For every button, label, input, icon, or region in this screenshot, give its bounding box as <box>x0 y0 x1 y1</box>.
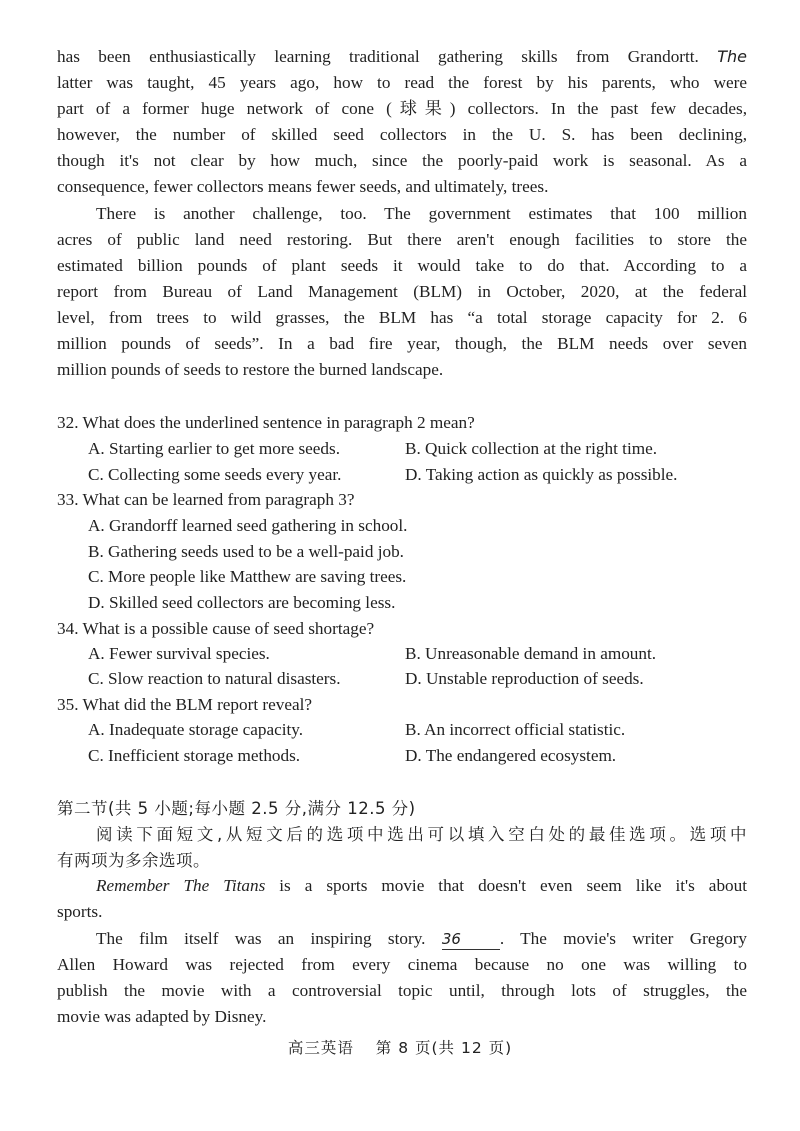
q34-option-b[interactable]: B. Unreasonable demand in amount. <box>405 644 657 663</box>
q34-option-a[interactable]: A. Fewer survival species. <box>88 644 270 663</box>
paragraph-line: There is another challenge, too. The government estimates that 100 million <box>96 204 747 223</box>
q33-option-c[interactable]: C. More people like Matthew are saving trees. <box>88 567 407 586</box>
passage-line: consequence, fewer collectors means fewer seeds, and ultimately, trees. <box>57 177 549 196</box>
question-32-stem: 32. What does the underlined sentence in paragraph 2 mean? <box>57 413 475 432</box>
paragraph-text: is a sports movie that doesn't even seem like it's about <box>265 876 747 895</box>
passage-line: latter was taught, 45 years ago, how to read the forest by his parents, who were <box>57 73 747 92</box>
footer-subject: 高三英语 <box>287 1039 354 1057</box>
page-footer <box>0 1036 800 1058</box>
paragraph-line: movie was adapted by Disney. <box>57 1007 267 1026</box>
passage-line <box>57 44 747 70</box>
section-instruction-cont: 有两项为多余选项。 <box>57 851 210 870</box>
q35-option-c[interactable]: C. Inefficient storage methods. <box>88 746 301 765</box>
q33-option-b[interactable]: B. Gathering seeds used to be a well-paid job. <box>88 542 404 561</box>
paragraph-line: Allen Howard was rejected from every cinema because no one was willing to <box>57 955 747 974</box>
passage-line: though it's not clear by how much, since the poorly-paid work is seasonal. As a <box>57 151 747 170</box>
paragraph-line: estimated billion pounds of plant seeds it would take to do that. According to a <box>57 256 747 275</box>
paragraph-line: level, from trees to wild grasses, the BLM has “a total storage capacity for 2. 6 <box>57 308 747 327</box>
q32-option-c[interactable]: C. Collecting some seeds every year. <box>88 465 342 484</box>
handwritten-note: The <box>717 47 747 66</box>
paragraph-line: million pounds of seeds to restore the burned landscape. <box>57 360 444 379</box>
passage-text: has been enthusiastically learning traditional gathering skills from Grandortt. <box>57 47 699 66</box>
section-instruction: 阅读下面短文,从短文后的选项中选出可以填入空白处的最佳选项。选项中 <box>96 825 747 844</box>
section-heading: 第二节(共 5 小题;每小题 2.5 分,满分 12.5 分) <box>57 799 416 818</box>
q32-option-a[interactable]: A. Starting earlier to get more seeds. <box>88 439 341 458</box>
q33-option-d[interactable]: D. Skilled seed collectors are becoming less. <box>88 593 396 612</box>
paragraph-line: acres of public land need restoring. But there aren't enough facilities to store the <box>57 230 747 249</box>
q35-option-a[interactable]: A. Inadequate storage capacity. <box>88 720 304 739</box>
paragraph-text: The film itself was an inspiring story. <box>96 929 426 948</box>
q32-option-d[interactable]: D. Taking action as quickly as possible. <box>405 465 678 484</box>
passage-line: part of a former huge network of cone (球果) collectors. In the past few decades, <box>57 99 747 118</box>
q34-option-d[interactable]: D. Unstable reproduction of seeds. <box>405 669 644 688</box>
paragraph-line: sports. <box>57 902 103 921</box>
paragraph-line: report from Bureau of Land Management (BLM) in October, 2020, at the federal <box>57 282 747 301</box>
question-34-stem: 34. What is a possible cause of seed shortage? <box>57 619 375 638</box>
question-33-stem: 33. What can be learned from paragraph 3? <box>57 490 355 509</box>
question-35-stem: 35. What did the BLM report reveal? <box>57 695 313 714</box>
q35-option-d[interactable]: D. The endangered ecosystem. <box>405 746 617 765</box>
paragraph-line <box>96 873 747 899</box>
paragraph-line <box>96 926 747 952</box>
q32-option-b[interactable]: B. Quick collection at the right time. <box>405 439 658 458</box>
paragraph-text: . The movie's writer Gregory <box>499 929 747 948</box>
footer-page-number: 第 8 页(共 12 页) <box>375 1039 513 1057</box>
q33-option-a[interactable]: A. Grandorff learned seed gathering in school. <box>88 516 408 535</box>
passage-line: however, the number of skilled seed collectors in the U. S. has been declining, <box>57 125 747 144</box>
paragraph-line: publish the movie with a controversial topic until, through lots of struggles, the <box>57 981 747 1000</box>
paragraph-line: million pounds of seeds”. In a bad fire year, though, the BLM needs over seven <box>57 334 747 353</box>
q35-option-b[interactable]: B. An incorrect official statistic. <box>405 720 626 739</box>
movie-title: Remember The Titans <box>96 876 266 895</box>
q34-option-c[interactable]: C. Slow reaction to natural disasters. <box>88 669 341 688</box>
answer-blank-36[interactable]: 36 <box>442 929 500 950</box>
